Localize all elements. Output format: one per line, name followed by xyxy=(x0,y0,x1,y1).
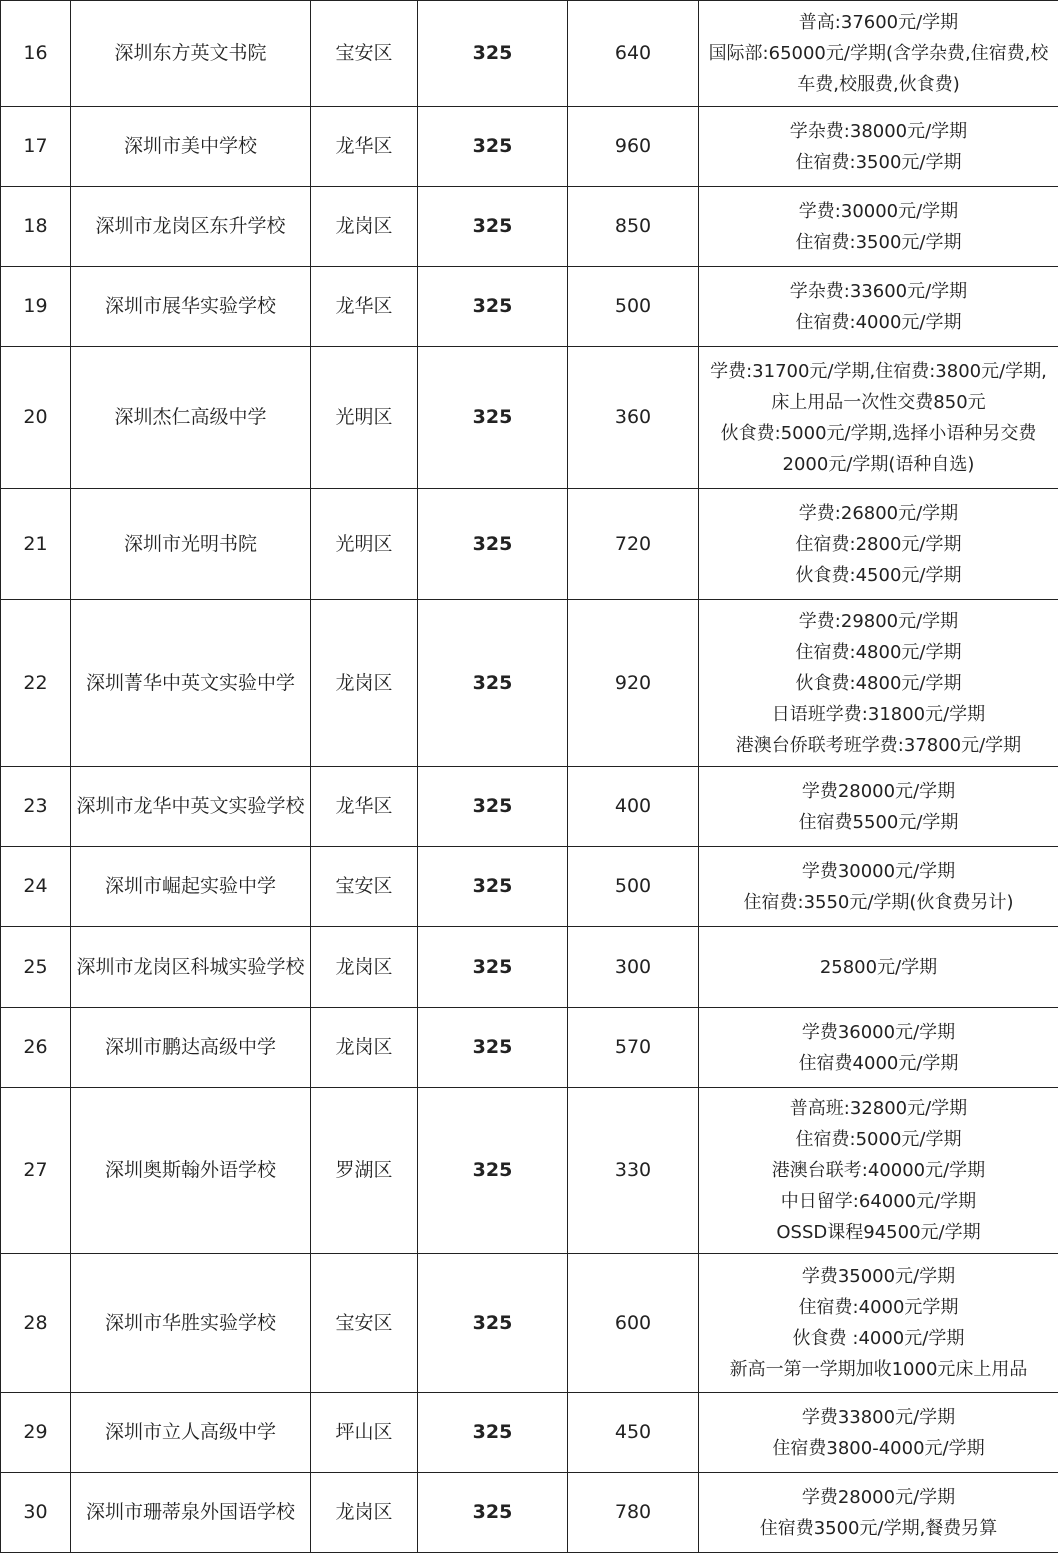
fee-line: 伙食费:4800元/学期 xyxy=(703,668,1054,699)
fee-line: 住宿费:4000元/学期 xyxy=(703,307,1054,338)
fee-line: 学费:26800元/学期 xyxy=(703,498,1054,529)
row-number: 17 xyxy=(1,107,71,187)
fee-line: 日语班学费:31800元/学期 xyxy=(703,699,1054,730)
admission-score: 325 xyxy=(418,489,568,600)
table-row xyxy=(1,1254,1058,1393)
row-number: 27 xyxy=(1,1088,71,1254)
admission-score: 325 xyxy=(418,1473,568,1553)
school-name: 深圳市龙岗区科城实验学校 xyxy=(71,927,311,1008)
fee-line: 住宿费:3500元/学期 xyxy=(703,147,1054,178)
admission-score: 325 xyxy=(418,107,568,187)
fee-line: 住宿费:3550元/学期(伙食费另计) xyxy=(703,887,1054,918)
school-name: 深圳市美中学校 xyxy=(71,107,311,187)
fee-line: 国际部:65000元/学期(含学杂费,住宿费,校 xyxy=(703,38,1054,69)
enrollment-plan: 720 xyxy=(568,489,699,600)
table-row xyxy=(1,600,1058,767)
fee-line: 伙食费 :4000元/学期 xyxy=(703,1323,1054,1354)
enrollment-plan: 500 xyxy=(568,847,699,927)
district-name: 龙华区 xyxy=(311,107,418,187)
row-number: 20 xyxy=(1,347,71,489)
tuition-fees xyxy=(699,1088,1058,1254)
district-name: 光明区 xyxy=(311,347,418,489)
school-name: 深圳市龙岗区东升学校 xyxy=(71,187,311,267)
fee-line: 住宿费5500元/学期 xyxy=(703,807,1054,838)
district-name: 龙岗区 xyxy=(311,600,418,767)
school-name: 深圳市立人高级中学 xyxy=(71,1393,311,1473)
admission-score: 325 xyxy=(418,1254,568,1393)
tuition-fees xyxy=(699,1008,1058,1088)
district-name: 龙华区 xyxy=(311,767,418,847)
fee-line: 住宿费:5000元/学期 xyxy=(703,1124,1054,1155)
fee-line: 学费35000元/学期 xyxy=(703,1261,1054,1292)
fee-line: 伙食费:5000元/学期,选择小语种另交费 xyxy=(703,418,1054,449)
enrollment-plan: 600 xyxy=(568,1254,699,1393)
tuition-fees xyxy=(699,1473,1058,1553)
tuition-fees xyxy=(699,927,1058,1008)
fee-line: 新高一第一学期加收1000元床上用品 xyxy=(703,1354,1054,1385)
school-name: 深圳菁华中英文实验中学 xyxy=(71,600,311,767)
district-name: 光明区 xyxy=(311,489,418,600)
district-name: 罗湖区 xyxy=(311,1088,418,1254)
table-row xyxy=(1,347,1058,489)
fee-line: 住宿费:4000元学期 xyxy=(703,1292,1054,1323)
school-name: 深圳市展华实验学校 xyxy=(71,267,311,347)
fee-line: 普高班:32800元/学期 xyxy=(703,1093,1054,1124)
fee-line: 2000元/学期(语种自选) xyxy=(703,449,1054,480)
row-number: 18 xyxy=(1,187,71,267)
fee-line: 学费33800元/学期 xyxy=(703,1402,1054,1433)
admission-score: 325 xyxy=(418,767,568,847)
school-name: 深圳奥斯翰外语学校 xyxy=(71,1088,311,1254)
district-name: 龙岗区 xyxy=(311,927,418,1008)
table-row xyxy=(1,767,1058,847)
fee-line: OSSD课程94500元/学期 xyxy=(703,1217,1054,1248)
fee-line: 住宿费3800-4000元/学期 xyxy=(703,1433,1054,1464)
enrollment-plan: 330 xyxy=(568,1088,699,1254)
table-row xyxy=(1,927,1058,1008)
district-name: 龙岗区 xyxy=(311,1008,418,1088)
fee-line: 住宿费:2800元/学期 xyxy=(703,529,1054,560)
fee-line: 住宿费:4800元/学期 xyxy=(703,637,1054,668)
row-number: 30 xyxy=(1,1473,71,1553)
admission-score: 325 xyxy=(418,187,568,267)
table-row xyxy=(1,1,1058,107)
fee-line: 港澳台联考:40000元/学期 xyxy=(703,1155,1054,1186)
table-row xyxy=(1,187,1058,267)
admission-score: 325 xyxy=(418,1088,568,1254)
fee-line: 床上用品一次性交费850元 xyxy=(703,387,1054,418)
tuition-fees xyxy=(699,600,1058,767)
fee-line: 学费:31700元/学期,住宿费:3800元/学期, xyxy=(703,356,1054,387)
tuition-fees xyxy=(699,107,1058,187)
row-number: 22 xyxy=(1,600,71,767)
table-row xyxy=(1,1008,1058,1088)
fee-line: 住宿费:3500元/学期 xyxy=(703,227,1054,258)
tuition-fees xyxy=(699,267,1058,347)
tuition-fees xyxy=(699,1393,1058,1473)
fee-line: 中日留学:64000元/学期 xyxy=(703,1186,1054,1217)
row-number: 28 xyxy=(1,1254,71,1393)
fee-line: 普高:37600元/学期 xyxy=(703,7,1054,38)
school-name: 深圳市龙华中英文实验学校 xyxy=(71,767,311,847)
table-row xyxy=(1,1393,1058,1473)
row-number: 16 xyxy=(1,1,71,107)
table-body xyxy=(1,1,1058,1553)
school-name: 深圳市崛起实验中学 xyxy=(71,847,311,927)
fee-line: 伙食费:4500元/学期 xyxy=(703,560,1054,591)
admission-score: 325 xyxy=(418,1008,568,1088)
tuition-fees xyxy=(699,187,1058,267)
enrollment-plan: 500 xyxy=(568,267,699,347)
fee-line: 住宿费3500元/学期,餐费另算 xyxy=(703,1513,1054,1544)
enrollment-plan: 450 xyxy=(568,1393,699,1473)
tuition-fees xyxy=(699,767,1058,847)
row-number: 24 xyxy=(1,847,71,927)
enrollment-plan: 640 xyxy=(568,1,699,107)
fee-line: 学费28000元/学期 xyxy=(703,1482,1054,1513)
district-name: 龙岗区 xyxy=(311,187,418,267)
enrollment-plan: 850 xyxy=(568,187,699,267)
admission-score: 325 xyxy=(418,267,568,347)
table-row xyxy=(1,267,1058,347)
row-number: 29 xyxy=(1,1393,71,1473)
district-name: 宝安区 xyxy=(311,1254,418,1393)
district-name: 龙华区 xyxy=(311,267,418,347)
school-name: 深圳市鹏达高级中学 xyxy=(71,1008,311,1088)
district-name: 坪山区 xyxy=(311,1393,418,1473)
tuition-fees xyxy=(699,1,1058,107)
fee-line: 学费28000元/学期 xyxy=(703,776,1054,807)
district-name: 龙岗区 xyxy=(311,1473,418,1553)
table-row xyxy=(1,107,1058,187)
enrollment-plan: 920 xyxy=(568,600,699,767)
row-number: 25 xyxy=(1,927,71,1008)
school-name: 深圳市华胜实验学校 xyxy=(71,1254,311,1393)
tuition-fees xyxy=(699,347,1058,489)
enrollment-plan: 400 xyxy=(568,767,699,847)
fee-line: 25800元/学期 xyxy=(703,952,1054,983)
fee-line: 学费:30000元/学期 xyxy=(703,196,1054,227)
fee-line: 学杂费:33600元/学期 xyxy=(703,276,1054,307)
fee-line: 学费36000元/学期 xyxy=(703,1017,1054,1048)
enrollment-plan: 300 xyxy=(568,927,699,1008)
table-row xyxy=(1,1473,1058,1553)
row-number: 23 xyxy=(1,767,71,847)
admission-score: 325 xyxy=(418,847,568,927)
row-number: 26 xyxy=(1,1008,71,1088)
district-name: 宝安区 xyxy=(311,847,418,927)
admission-score: 325 xyxy=(418,347,568,489)
fee-line: 学费:29800元/学期 xyxy=(703,606,1054,637)
fee-line: 住宿费4000元/学期 xyxy=(703,1048,1054,1079)
enrollment-plan: 570 xyxy=(568,1008,699,1088)
tuition-fees xyxy=(699,847,1058,927)
school-name: 深圳杰仁高级中学 xyxy=(71,347,311,489)
tuition-fees xyxy=(699,489,1058,600)
district-name: 宝安区 xyxy=(311,1,418,107)
fee-line: 学杂费:38000元/学期 xyxy=(703,116,1054,147)
row-number: 21 xyxy=(1,489,71,600)
enrollment-plan: 960 xyxy=(568,107,699,187)
school-name: 深圳东方英文书院 xyxy=(71,1,311,107)
tuition-fees xyxy=(699,1254,1058,1393)
admission-score: 325 xyxy=(418,1,568,107)
school-name: 深圳市珊蒂泉外国语学校 xyxy=(71,1473,311,1553)
table-row xyxy=(1,847,1058,927)
table-row xyxy=(1,1088,1058,1254)
enrollment-plan: 360 xyxy=(568,347,699,489)
enrollment-plan: 780 xyxy=(568,1473,699,1553)
school-name: 深圳市光明书院 xyxy=(71,489,311,600)
fee-line: 车费,校服费,伙食费) xyxy=(703,69,1054,100)
fee-line: 学费30000元/学期 xyxy=(703,856,1054,887)
admission-score: 325 xyxy=(418,927,568,1008)
table-row xyxy=(1,489,1058,600)
row-number: 19 xyxy=(1,267,71,347)
admission-score: 325 xyxy=(418,600,568,767)
fee-line: 港澳台侨联考班学费:37800元/学期 xyxy=(703,730,1054,761)
admission-score: 325 xyxy=(418,1393,568,1473)
